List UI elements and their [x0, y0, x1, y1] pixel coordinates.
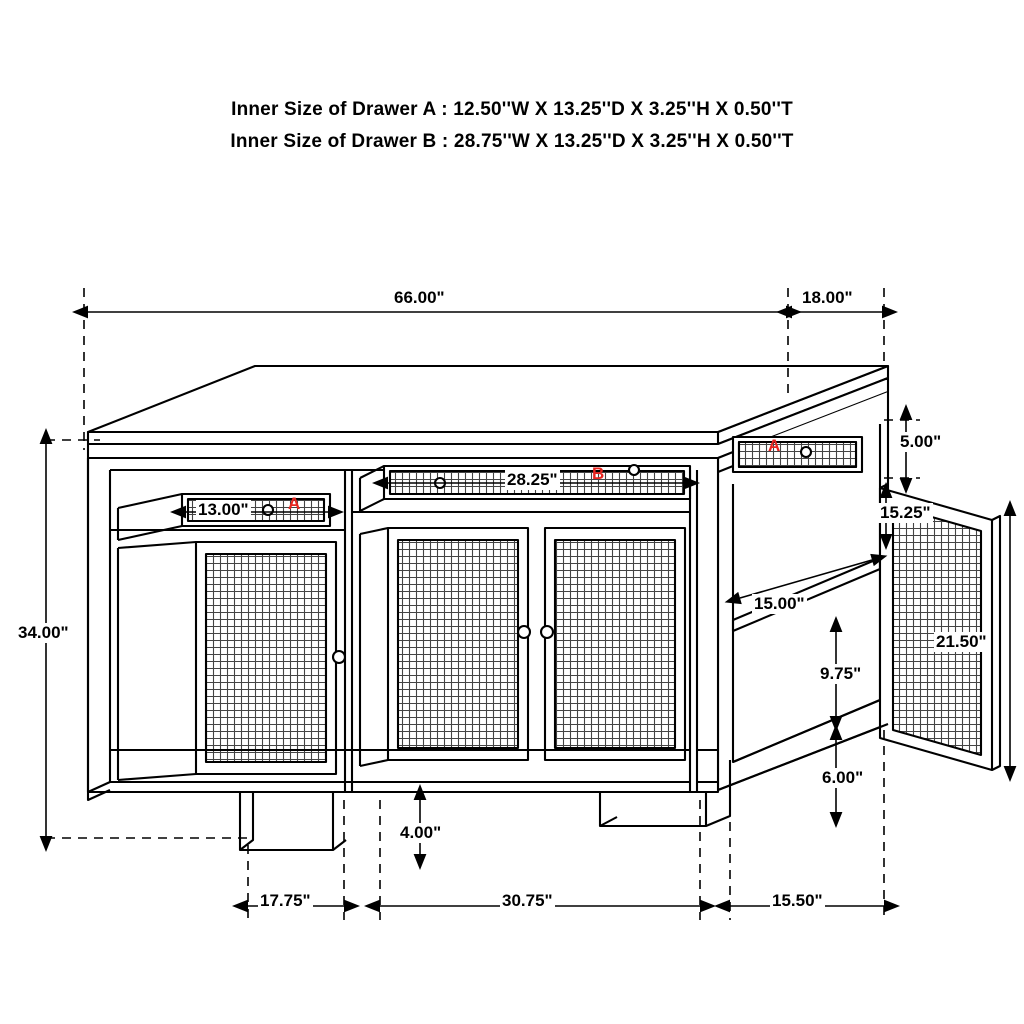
dim-top-to-drawer: 5.00" — [900, 432, 942, 451]
dim-overall-width: 66.00" — [394, 288, 445, 307]
dim-door-panel-height: 21.50" — [936, 632, 987, 651]
drawer-b-spec: Inner Size of Drawer B : 28.75''W X 13.25''D X 3.25''H X 0.50''T — [230, 131, 794, 152]
dim-base-center: 30.75" — [502, 891, 553, 910]
drawer-tag-a-left: A — [288, 494, 301, 513]
dim-door-opening-height: 15.25" — [880, 503, 931, 522]
dim-bottom-rail: 6.00" — [822, 768, 864, 787]
dim-toe-kick: 4.00" — [400, 823, 442, 842]
dim-overall-height: 34.00" — [18, 623, 69, 642]
dim-shelf-to-bottom: 9.75" — [820, 664, 862, 683]
dim-shelf-width: 15.00" — [754, 594, 805, 613]
drawer-tag-a-right: A — [768, 436, 781, 455]
dim-base-left: 17.75" — [260, 891, 311, 910]
dim-drawer-a-width: 13.00" — [198, 500, 249, 519]
dim-drawer-b-width: 28.25" — [507, 470, 558, 489]
dim-base-right: 15.50" — [772, 891, 823, 910]
dim-depth: 18.00" — [802, 288, 853, 307]
drawer-tag-b-center: B — [592, 464, 605, 483]
drawer-a-spec: Inner Size of Drawer A : 12.50''W X 13.25''D X 3.25''H X 0.50''T — [231, 99, 793, 120]
